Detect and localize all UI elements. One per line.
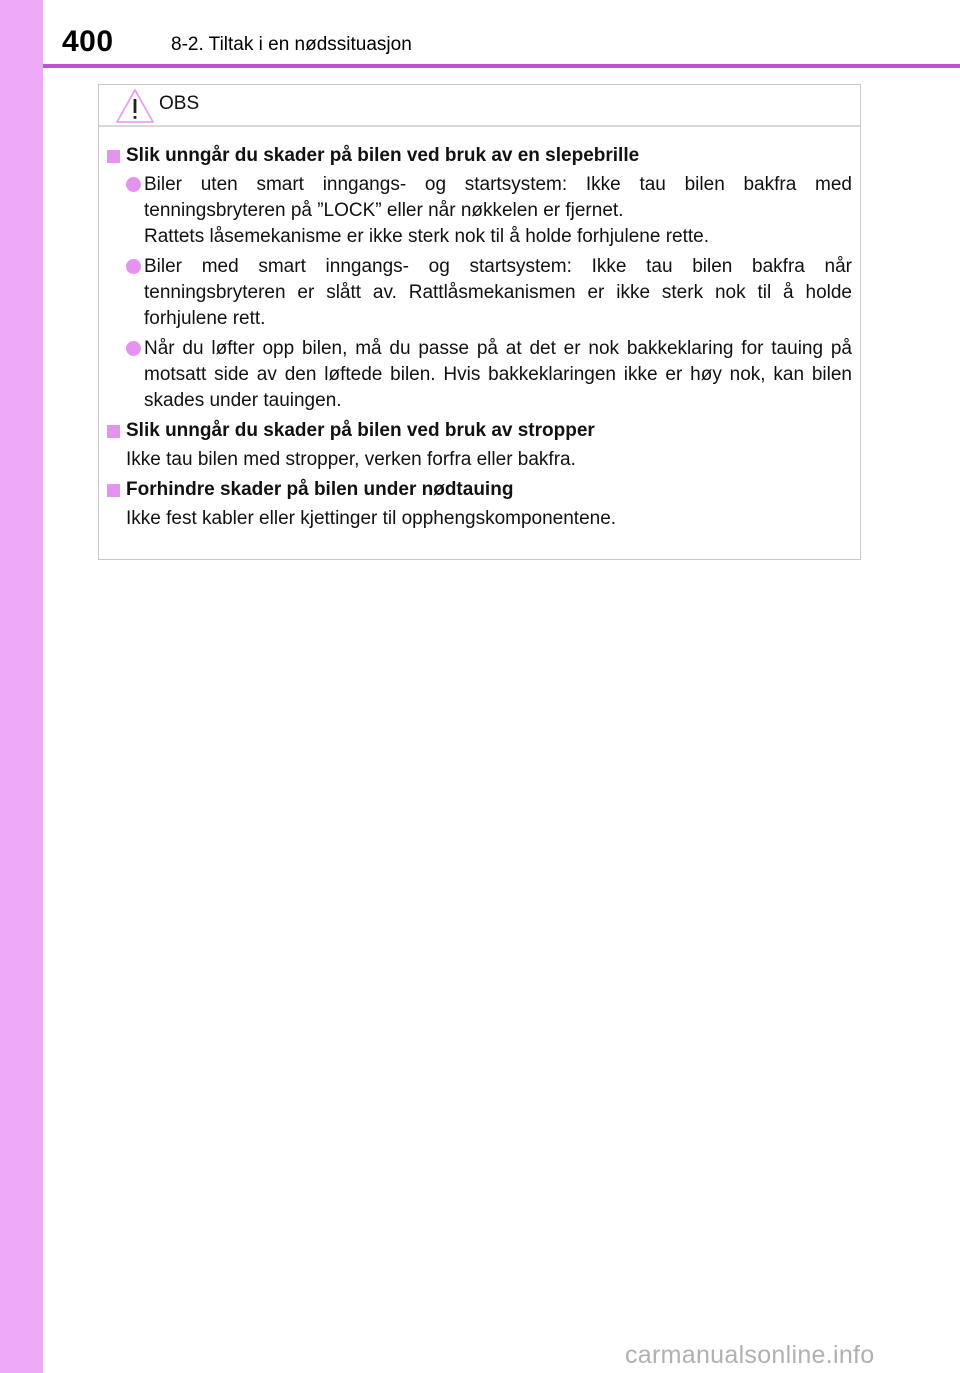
section-heading <box>99 477 860 503</box>
notice-body <box>99 143 860 536</box>
square-bullet-icon <box>107 150 120 163</box>
notice-box <box>98 84 861 560</box>
list-item-text: Biler uten smart inngangs- og startsystem: Ikke tau bilen bakfra med tenningsbryteren på ”LOCK” eller når nøkkelen er fjernet. <box>144 174 852 221</box>
warning-triangle-icon <box>115 88 155 124</box>
side-color-band <box>0 0 43 1373</box>
list-item-text: Rattets låsemekanisme er ikke sterk nok til å holde forhjulene rette. <box>144 226 709 247</box>
round-bullet-icon <box>126 177 141 192</box>
paragraph: Ikke fest kabler eller kjettinger til opphengskomponentene. <box>126 508 617 529</box>
list-item-text: Når du løfter opp bilen, må du passe på at det er nok bakkeklaring for tauing på motsatt side av den løftede bilen. Hvis bakkeklaringen ikke er høy nok, kan bilen skades under tauingen. <box>144 338 852 411</box>
list-item-text: Biler med smart inngangs- og startsystem: Ikke tau bilen bakfra når tenningsbryteren er slått av. Rattlåsmekanismen er ikke sterk nok til å holde forhjulene rett. <box>144 256 852 329</box>
paragraph: Ikke tau bilen med stropper, verken forfra eller bakfra. <box>126 449 576 470</box>
list-item <box>99 254 860 332</box>
section-heading-text: Forhindre skader på bilen under nødtauing <box>126 479 514 500</box>
list-item <box>99 336 860 414</box>
list-item <box>99 172 860 250</box>
page-number: 400 <box>62 25 114 58</box>
round-bullet-icon <box>126 259 141 274</box>
section-title: 8-2. Tiltak i en nødssituasjon <box>171 34 412 55</box>
section-heading-text: Slik unngår du skader på bilen ved bruk av stropper <box>126 420 595 441</box>
notice-header <box>99 85 860 127</box>
section-heading-text: Slik unngår du skader på bilen ved bruk av en slepebrille <box>126 145 640 166</box>
header-rule <box>43 64 960 68</box>
round-bullet-icon <box>126 341 141 356</box>
watermark: carmanualsonline.info <box>625 1341 875 1369</box>
square-bullet-icon <box>107 484 120 497</box>
notice-label: OBS <box>159 93 200 114</box>
section-heading <box>99 143 860 169</box>
square-bullet-icon <box>107 425 120 438</box>
section-heading <box>99 418 860 444</box>
